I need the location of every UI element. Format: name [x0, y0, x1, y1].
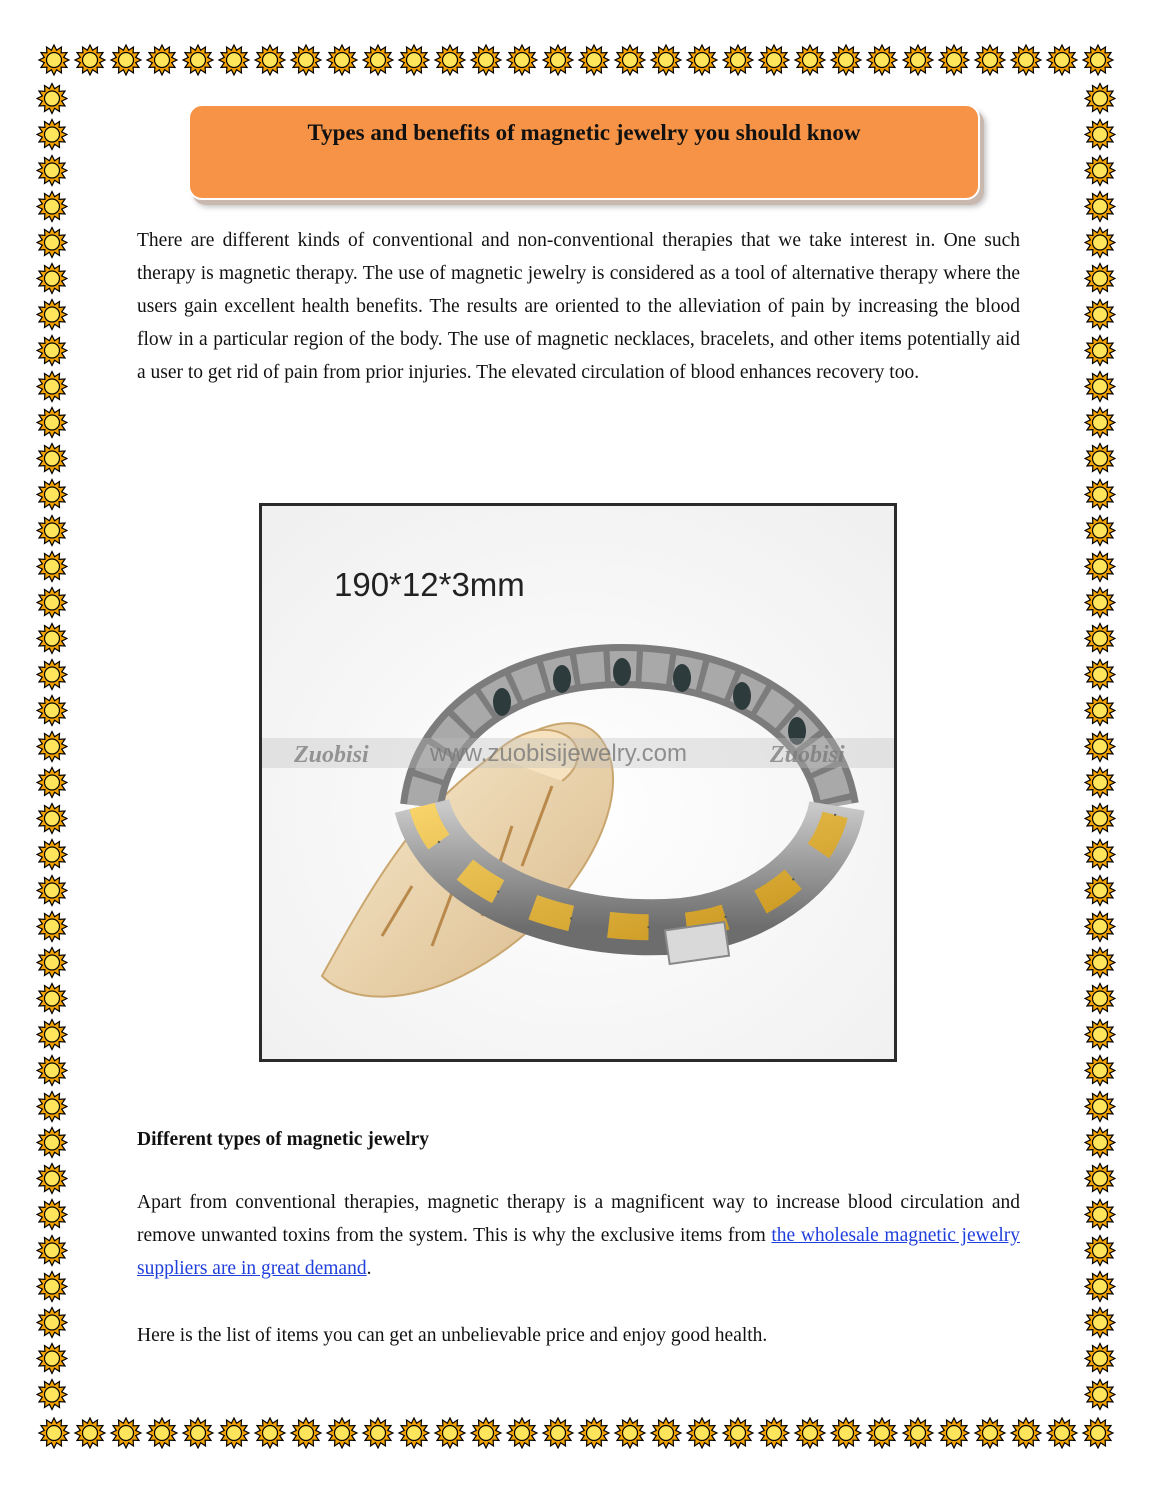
sun-icon: [37, 1344, 67, 1374]
sun-icon: [37, 192, 67, 222]
size-label: 190*12*3mm: [334, 566, 525, 603]
sun-icon: [37, 408, 67, 438]
sun-border-top: [36, 44, 1116, 76]
sun-icon: [1083, 45, 1113, 75]
sun-icon: [1085, 1308, 1115, 1338]
sun-icon: [1085, 1236, 1115, 1266]
sun-icon: [37, 984, 67, 1014]
types-paragraph-text: Apart from conventional therapies, magnetic therapy is a magnificent way to increase blood circulation and remove unwanted toxins from the system. This is why the exclusive items from: [137, 1192, 1020, 1246]
sun-icon: [363, 45, 393, 75]
sun-icon: [37, 1056, 67, 1086]
sun-icon: [37, 480, 67, 510]
sun-icon: [37, 660, 67, 690]
sun-icon: [723, 45, 753, 75]
sun-icon: [37, 1308, 67, 1338]
sun-icon: [37, 300, 67, 330]
intro-paragraph: There are different kinds of conventional and non-conventional therapies that we take interest in. One such therapy is magnetic therapy. The use of magnetic jewelry is considered as a tool of alternative therapy where the users gain excellent health benefits. The results are oriented to the alleviation of pain by increasing the blood flow in a particular region of the body. The use of magnetic necklaces, bracelets, and other items potentially aid a user to get rid of pain from prior injuries. The elevated circulation of blood enhances recovery too.: [137, 230, 1020, 383]
sun-icon: [1083, 1418, 1113, 1448]
sun-icon: [1085, 660, 1115, 690]
sun-icon: [1085, 1056, 1115, 1086]
sun-icon: [939, 1418, 969, 1448]
sun-icon: [111, 45, 141, 75]
sun-icon: [795, 1418, 825, 1448]
sun-icon: [147, 1418, 177, 1448]
sun-icon: [219, 45, 249, 75]
sun-icon: [147, 45, 177, 75]
sun-icon: [1085, 948, 1115, 978]
sun-icon: [75, 1418, 105, 1448]
sun-icon: [831, 45, 861, 75]
sun-icon: [1085, 768, 1115, 798]
sun-icon: [1085, 552, 1115, 582]
sun-icon: [687, 1418, 717, 1448]
sun-icon: [1085, 804, 1115, 834]
sun-icon: [37, 444, 67, 474]
sun-icon: [831, 1418, 861, 1448]
sun-icon: [37, 588, 67, 618]
sun-icon: [37, 1272, 67, 1302]
sun-icon: [975, 45, 1005, 75]
sun-border-bottom: [36, 1417, 1116, 1449]
sun-icon: [1085, 372, 1115, 402]
sun-icon: [39, 45, 69, 75]
bracelet-photo: [259, 503, 897, 1062]
sun-icon: [1085, 156, 1115, 186]
sun-icon: [435, 45, 465, 75]
sun-icon: [867, 45, 897, 75]
sun-icon: [1085, 516, 1115, 546]
sun-icon: [37, 1164, 67, 1194]
sun-icon: [759, 45, 789, 75]
sun-icon: [435, 1418, 465, 1448]
sun-icon: [37, 1092, 67, 1122]
sun-icon: [255, 45, 285, 75]
sun-icon: [37, 1380, 67, 1410]
sun-icon: [1047, 45, 1077, 75]
watermark-url: www.zuobisijewelry.com: [430, 740, 687, 767]
sun-icon: [219, 1418, 249, 1448]
sun-icon: [1085, 876, 1115, 906]
sun-icon: [1085, 480, 1115, 510]
sun-icon: [37, 1128, 67, 1158]
sun-icon: [327, 45, 357, 75]
sun-icon: [1085, 1272, 1115, 1302]
sun-icon: [399, 45, 429, 75]
sun-icon: [507, 1418, 537, 1448]
sun-icon: [1085, 1092, 1115, 1122]
title-banner: [188, 104, 980, 200]
sun-icon: [37, 1200, 67, 1230]
sun-icon: [651, 45, 681, 75]
sun-icon: [255, 1418, 285, 1448]
sun-icon: [183, 1418, 213, 1448]
sun-icon: [37, 912, 67, 942]
sun-icon: [507, 45, 537, 75]
sun-icon: [37, 876, 67, 906]
sun-border-left: [36, 76, 68, 1417]
sun-icon: [1085, 984, 1115, 1014]
sun-icon: [111, 1418, 141, 1448]
sun-icon: [543, 1418, 573, 1448]
sun-icon: [1085, 192, 1115, 222]
section-heading: Different types of magnetic jewelry: [137, 1129, 430, 1150]
sun-icon: [723, 1418, 753, 1448]
sun-icon: [1011, 45, 1041, 75]
sun-icon: [37, 1020, 67, 1050]
sun-icon: [37, 552, 67, 582]
sun-icon: [1085, 120, 1115, 150]
sun-icon: [471, 1418, 501, 1448]
sun-icon: [1085, 624, 1115, 654]
sun-icon: [291, 45, 321, 75]
sun-icon: [37, 696, 67, 726]
sun-icon: [37, 768, 67, 798]
sun-icon: [1085, 1380, 1115, 1410]
sun-icon: [37, 84, 67, 114]
sun-icon: [1085, 588, 1115, 618]
sun-icon: [903, 45, 933, 75]
list-intro-paragraph: Here is the list of items you can get an unbelievable price and enjoy good health.: [137, 1325, 768, 1346]
sun-icon: [363, 1418, 393, 1448]
sun-icon: [939, 45, 969, 75]
sun-icon: [1085, 1200, 1115, 1230]
sun-icon: [1085, 696, 1115, 726]
sun-icon: [1047, 1418, 1077, 1448]
sun-icon: [795, 45, 825, 75]
sun-icon: [37, 372, 67, 402]
sun-icon: [867, 1418, 897, 1448]
sun-icon: [687, 45, 717, 75]
sun-icon: [75, 45, 105, 75]
sun-icon: [1011, 1418, 1041, 1448]
sun-icon: [1085, 228, 1115, 258]
sun-icon: [37, 516, 67, 546]
sun-icon: [37, 228, 67, 258]
sun-icon: [615, 45, 645, 75]
sun-icon: [579, 1418, 609, 1448]
sun-icon: [1085, 300, 1115, 330]
sun-icon: [39, 1418, 69, 1448]
sun-icon: [37, 948, 67, 978]
sun-icon: [1085, 1128, 1115, 1158]
sun-icon: [1085, 840, 1115, 870]
sun-icon: [399, 1418, 429, 1448]
sun-icon: [651, 1418, 681, 1448]
sun-icon: [759, 1418, 789, 1448]
wholesale-suppliers-link[interactable]: the wholesale magnetic jewelry suppliers are in great demand: [137, 1225, 1021, 1279]
types-paragraph: [137, 1186, 1020, 1285]
watermark-brand-right: Zuobisi: [770, 742, 845, 768]
sun-icon: [975, 1418, 1005, 1448]
sun-icon: [37, 120, 67, 150]
sun-icon: [1085, 912, 1115, 942]
sun-icon: [37, 624, 67, 654]
sun-icon: [1085, 1164, 1115, 1194]
sun-icon: [1085, 1344, 1115, 1374]
sun-icon: [903, 1418, 933, 1448]
sun-icon: [1085, 264, 1115, 294]
sun-icon: [579, 45, 609, 75]
sun-icon: [291, 1418, 321, 1448]
sun-icon: [37, 264, 67, 294]
sun-icon: [327, 1418, 357, 1448]
sun-icon: [543, 45, 573, 75]
sun-icon: [37, 336, 67, 366]
types-paragraph-end: .: [366, 1258, 372, 1279]
sun-icon: [37, 1236, 67, 1266]
sun-icon: [183, 45, 213, 75]
sun-icon: [1085, 1020, 1115, 1050]
sun-icon: [37, 804, 67, 834]
sun-icon: [1085, 84, 1115, 114]
watermark-brand-left: Zuobisi: [294, 742, 369, 768]
sun-icon: [1085, 732, 1115, 762]
sun-icon: [1085, 408, 1115, 438]
page-title: Types and benefits of magnetic jewelry you should know: [307, 120, 861, 145]
sun-icon: [471, 45, 501, 75]
sun-icon: [1085, 336, 1115, 366]
sun-icon: [1085, 444, 1115, 474]
sun-icon: [37, 732, 67, 762]
sun-icon: [37, 156, 67, 186]
sun-border-right: [1084, 76, 1116, 1417]
sun-icon: [615, 1418, 645, 1448]
sun-icon: [37, 840, 67, 870]
